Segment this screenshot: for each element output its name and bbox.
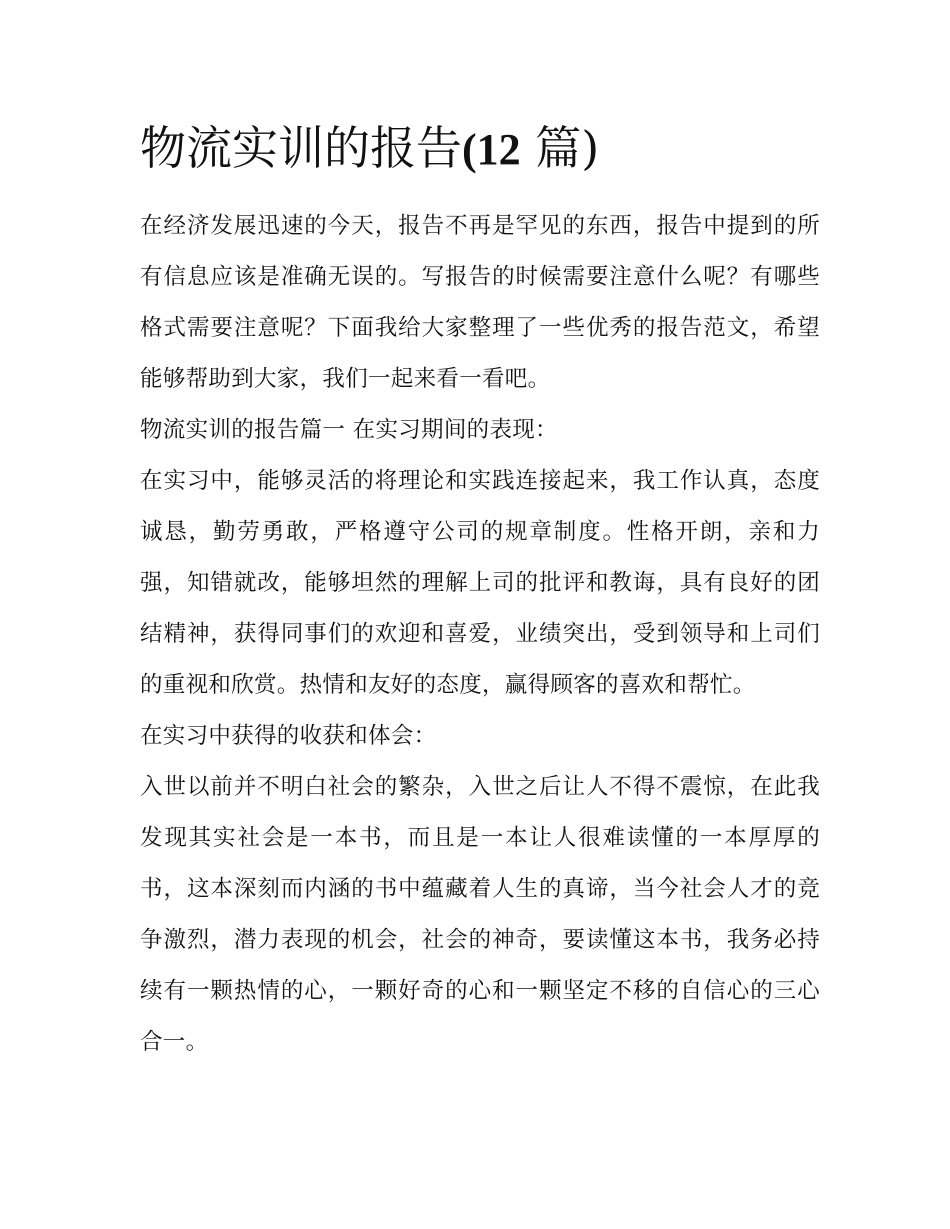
title-count: (12 xyxy=(462,125,521,174)
intro-paragraph: 在经济发展迅速的今天，报告不再是罕见的东西，报告中提到的所有信息应该是准确无误的。写报告的时候需要注意什么呢？有哪些格式需要注意呢？下面我给大家整理了一些优秀的报告范文，希望能够帮助到大家，我们一起来看一看吧。 xyxy=(140,213,820,392)
section-heading-gains: 在实习中获得的收获和体会： xyxy=(140,723,437,749)
title-text: 物流实训的报告 xyxy=(140,121,462,175)
document-page xyxy=(140,112,820,1068)
gains-paragraph: 入世以前并不明白社会的繁杂，入世之后让人不得不震惊，在此我发现其实社会是一本书，而且是一本让人很难读懂的一本厚厚的书，这本深刻而内涵的书中蕴藏着人生的真谛，当今社会人才的竞争激烈，潜力表现的机会，社会的神奇，要读懂这本书，我务必持续有一颗热情的心，一颗好奇的心和一颗坚定不移的自信心的三心合一。 xyxy=(140,774,820,1055)
document-title xyxy=(140,112,820,186)
section-heading-performance: 物流实训的报告篇一 在实习期间的表现： xyxy=(140,417,558,443)
performance-paragraph: 在实习中，能够灵活的将理论和实践连接起来，我工作认真，态度诚恳，勤劳勇敢，严格遵守公司的规章制度。性格开朗，亲和力强，知错就改，能够坦然的理解上司的批评和教诲，具有良好的团结精神，获得同事们的欢迎和喜爱，业绩突出，受到领导和上司们的重视和欣赏。热情和友好的态度，赢得顾客的喜欢和帮忙。 xyxy=(140,468,820,698)
title-suffix: 篇) xyxy=(535,121,600,175)
